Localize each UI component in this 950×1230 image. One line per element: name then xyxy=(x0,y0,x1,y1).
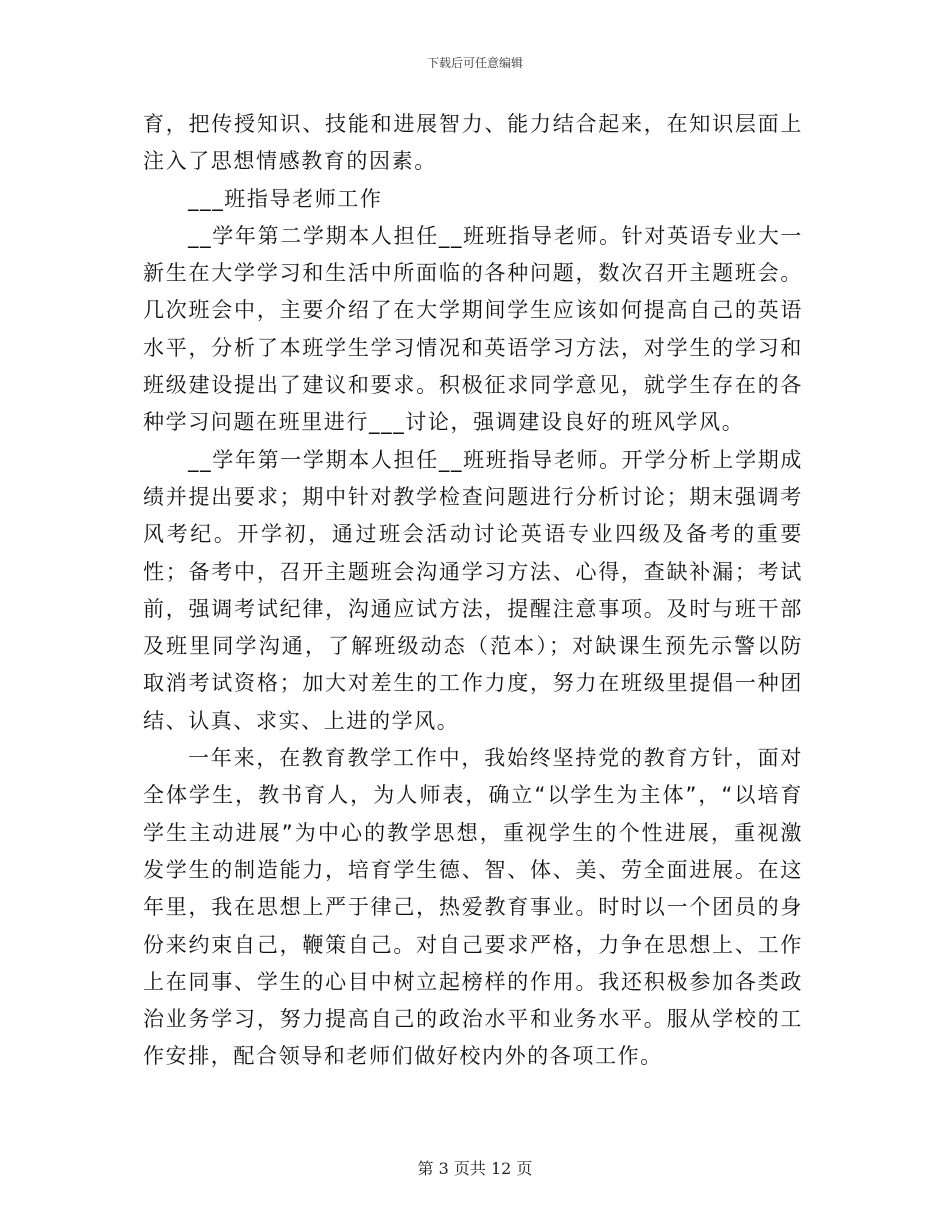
paragraph-second-semester: __学年第二学期本人担任__班班指导老师。针对英语专业大一新生在大学学习和生活中所面临的各种问题，数次召开主题班会。几次班会中，主要介绍了在大学期间学生应该如何提高自己的英语水平，分析了本班学生学习情况和英语学习方法，对学生的学习和班级建设提出了建议和要求。积极征求同学意见，就学生存在的各种学习问题在班里进行___讨论，强调建设良好的班风学风。 xyxy=(143,223,803,435)
page-number-footer: 第 3 页共 12 页 xyxy=(417,1159,533,1178)
page-header-note: 下载后可任意编辑 xyxy=(426,56,523,70)
section-heading: ___班指导老师工作 xyxy=(188,186,383,211)
paragraph-year-summary: 一年来，在教育教学工作中，我始终坚持党的教育方针，面对全体学生，教书育人，为人师表，确立“以学生为主体”，“以培育学生主动进展”为中心的教学思想，重视学生的个性进展，重视激发学生的制造能力，培育学生德、智、体、美、劳全面进展。在这年里，我在思想上严于律己，热爱教育事业。时时以一个团员的身份来约束自己，鞭策自己。对自己要求严格，力争在思想上、工作上在同事、学生的心目中树立起榜样的作用。我还积极参加各类政治业务学习，努力提高自己的政治水平和业务水平。服从学校的工作安排，配合领导和老师们做好校内外的各项工作。 xyxy=(143,746,803,1069)
document-body xyxy=(143,106,803,1076)
paragraph-first-semester: __学年第一学期本人担任__班班指导老师。开学分析上学期成绩并提出要求；期中针对教学检查问题进行分析讨论；期末强调考风考纪。开学初，通过班会活动讨论英语专业四级及备考的重要性；备考中，召开主题班会沟通学习方法、心得，查缺补漏；考试前，强调考试纪律，沟通应试方法，提醒注意事项。及时与班干部及班里同学沟通，了解班级动态（范本）；对缺课生预先示警以防取消考试资格；加大对差生的工作力度，努力在班级里提倡一种团结、认真、求实、上进的学风。 xyxy=(143,447,803,733)
paragraph-continuation: 育，把传授知识、技能和进展智力、能力结合起来，在知识层面上注入了思想情感教育的因素。 xyxy=(143,112,803,174)
